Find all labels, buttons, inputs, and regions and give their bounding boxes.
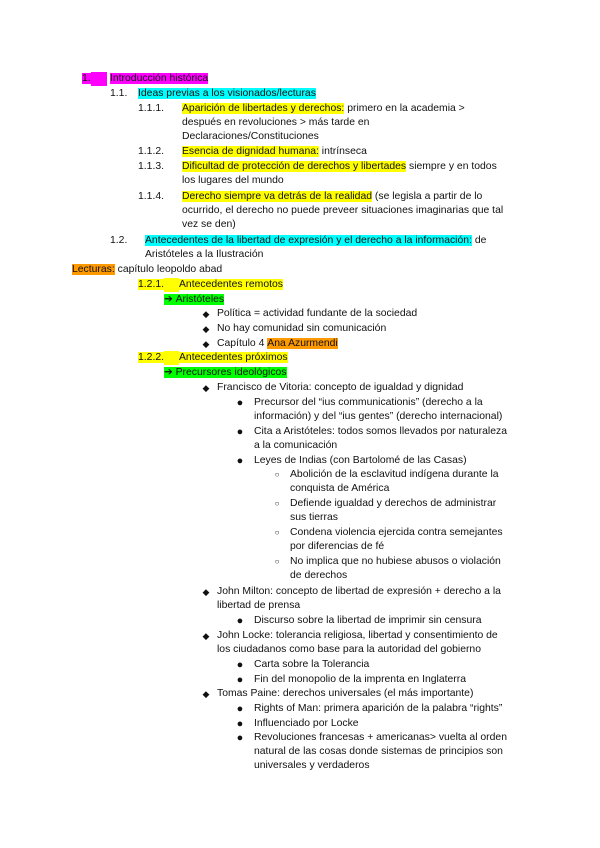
item-1-1-1-line3: Declaraciones/Constituciones bbox=[182, 131, 319, 142]
milton-item: John Milton: concepto de libertad de expresión + derecho a la bbox=[217, 586, 501, 597]
list-item: Condena violencia ejercida contra semejantes bbox=[290, 527, 503, 538]
list-item: Discurso sobre la libertad de imprimir sin censura bbox=[254, 615, 482, 626]
dot-bullet-icon: ● bbox=[236, 615, 244, 627]
item-1-1-4: Derecho siempre va detrás de la realidad (se legisla a partir de lo bbox=[182, 191, 483, 202]
item-1-1-4-line2: ocurrido, el derecho no puede preveer situaciones imaginarias que tal bbox=[182, 205, 504, 216]
diamond-bullet-icon: ◆ bbox=[202, 324, 210, 334]
item-1-1-2: Esencia de dignidad humana: intrínseca bbox=[182, 146, 367, 157]
diamond-bullet-icon: ◆ bbox=[202, 339, 210, 349]
list-item: No implica que no hubiese abusos o violación bbox=[290, 556, 501, 567]
list-item: Influenciado por Locke bbox=[254, 718, 359, 729]
list-item-line2: sus tierras bbox=[290, 512, 338, 523]
item-1-1-4-line3: vez se den) bbox=[182, 219, 236, 230]
dot-bullet-icon: ● bbox=[236, 455, 244, 467]
diamond-bullet-icon: ◆ bbox=[202, 309, 210, 319]
section-number: 1.1.4. bbox=[138, 191, 164, 202]
list-item: No hay comunidad sin comunicación bbox=[217, 323, 387, 334]
dot-bullet-icon: ● bbox=[236, 397, 244, 409]
list-item-line3: universales y verdaderos bbox=[254, 760, 370, 771]
section-number: 1.2. bbox=[110, 235, 128, 246]
list-item: Carta sobre la Tolerancia bbox=[254, 659, 370, 670]
list-item: Fin del monopolio de la imprenta en Inglaterra bbox=[254, 674, 466, 685]
diamond-bullet-icon: ◆ bbox=[202, 631, 210, 641]
section-number: 1.1.1. bbox=[138, 103, 164, 114]
section-title-1-1: Ideas previas a los visionados/lecturas bbox=[138, 88, 316, 99]
section-title-1-2: Antecedentes de la libertad de expresión y el derecho a la información: de bbox=[145, 235, 487, 246]
aristoteles-heading: ➔ Aristóteles bbox=[164, 294, 225, 305]
list-item-line2: información) y del “ius gentes” (derecho internacional) bbox=[254, 411, 503, 422]
milton-item-line2: libertad de prensa bbox=[217, 600, 301, 611]
list-item-line2: de derechos bbox=[290, 570, 348, 581]
list-item: Rights of Man: primera aparición de la palabra “rights” bbox=[254, 703, 503, 714]
lecturas-note: Lecturas: capítulo leopoldo abad bbox=[72, 264, 223, 275]
section-number: 1.1.3. bbox=[138, 161, 164, 172]
list-item-line2: a la comunicación bbox=[254, 440, 338, 451]
section-title-1-2-1: 1.2.1. Antecedentes remotos bbox=[138, 279, 283, 290]
arrow-right-icon: ➔ bbox=[164, 294, 173, 305]
dot-bullet-icon: ● bbox=[236, 659, 244, 671]
list-item: Capítulo 4 Ana Azurmendi bbox=[217, 338, 338, 349]
arrow-right-icon: ➔ bbox=[164, 367, 173, 378]
section-number: 1.1.2. bbox=[138, 146, 164, 157]
precursores-heading: ➔ Precursores ideológicos bbox=[164, 367, 287, 378]
list-item: Política = actividad fundante de la sociedad bbox=[217, 308, 418, 319]
circle-bullet-icon: ○ bbox=[274, 470, 280, 479]
list-item: Cita a Aristóteles: todos somos llevados por naturaleza bbox=[254, 426, 507, 437]
diamond-bullet-icon: ◆ bbox=[202, 689, 210, 699]
locke-item-line2: los ciudadanos como base para la autoridad del gobierno bbox=[217, 644, 481, 655]
list-item: Revoluciones francesas + americanas> vuelta al orden bbox=[254, 732, 507, 743]
section-title-1-2-2: 1.2.2. Antecedentes próximos bbox=[138, 352, 288, 363]
paine-item: Tomas Paine: derechos universales (el más importante) bbox=[217, 688, 474, 699]
list-item: Abolición de la esclavitud indígena durante la bbox=[290, 469, 499, 480]
diamond-bullet-icon: ◆ bbox=[202, 587, 210, 597]
circle-bullet-icon: ○ bbox=[274, 499, 280, 508]
section-number: 1. bbox=[82, 72, 107, 86]
item-1-1-1-line2: después en revoluciones > más tarde en bbox=[182, 117, 370, 128]
section-title-1-2-line2: Aristóteles a la Ilustración bbox=[145, 249, 264, 260]
item-1-1-1: Aparición de libertades y derechos: primero en la academia > bbox=[182, 103, 465, 114]
dot-bullet-icon: ● bbox=[236, 718, 244, 730]
dot-bullet-icon: ● bbox=[236, 426, 244, 438]
dot-bullet-icon: ● bbox=[236, 674, 244, 686]
section-title-1: Introducción histórica bbox=[110, 73, 209, 84]
list-item: Leyes de Indias (con Bartolomé de las Casas) bbox=[254, 455, 467, 466]
vitoria-item: Francisco de Vitoria: concepto de igualdad y dignidad bbox=[217, 382, 464, 393]
locke-item: John Locke: tolerancia religiosa, libertad y consentimiento de bbox=[217, 630, 498, 641]
item-1-1-3-line2: los lugares del mundo bbox=[182, 175, 284, 186]
list-item: Precursor del “ius communicationis” (derecho a la bbox=[254, 397, 483, 408]
list-item: Defiende igualdad y derechos de administrar bbox=[290, 498, 497, 509]
diamond-bullet-icon: ◆ bbox=[202, 383, 210, 393]
dot-bullet-icon: ● bbox=[236, 732, 244, 744]
dot-bullet-icon: ● bbox=[236, 703, 244, 715]
list-item-line2: natural de las cosas donde sistemas de principios son bbox=[254, 746, 503, 757]
circle-bullet-icon: ○ bbox=[274, 557, 280, 566]
circle-bullet-icon: ○ bbox=[274, 528, 280, 537]
list-item-line2: por diferencias de fé bbox=[290, 541, 385, 552]
section-number: 1.1. bbox=[110, 88, 128, 99]
item-1-1-3: Dificultad de protección de derechos y libertades siempre y en todos bbox=[182, 161, 497, 172]
list-item-line2: conquista de América bbox=[290, 483, 390, 494]
